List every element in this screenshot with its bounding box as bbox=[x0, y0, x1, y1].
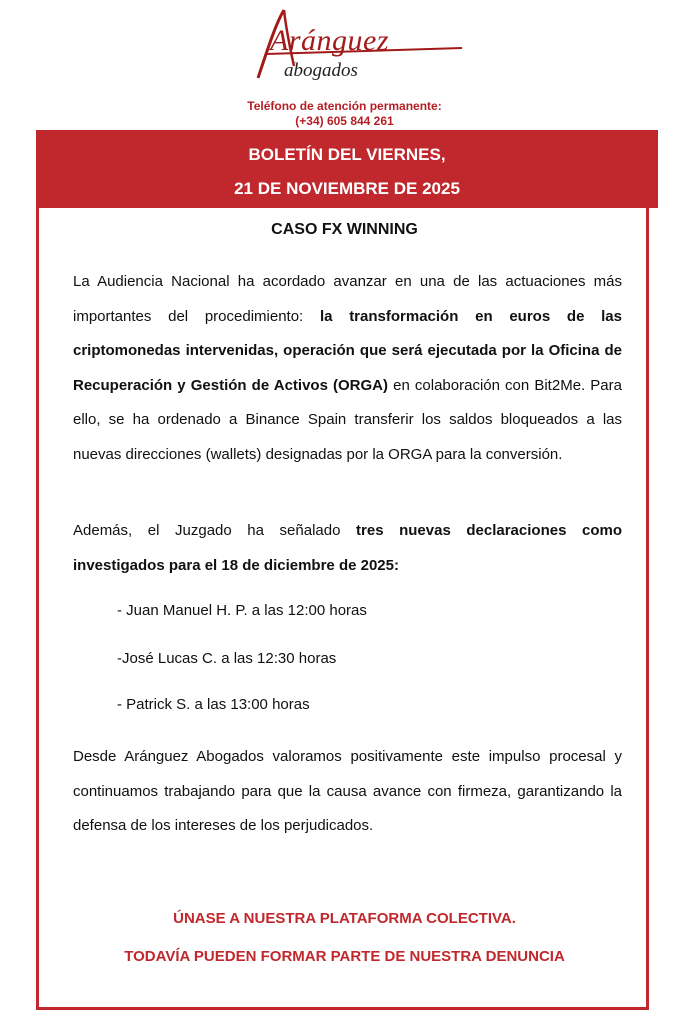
paragraph-1 bbox=[73, 265, 622, 472]
bulletin-header-line1: BOLETÍN DEL VIERNES, bbox=[248, 145, 446, 164]
list-item: -José Lucas C. a las 12:30 horas bbox=[117, 650, 337, 667]
paragraph-2 bbox=[73, 514, 622, 583]
bulletin-header bbox=[36, 130, 658, 208]
contact-label: Teléfono de atención permanente: bbox=[247, 99, 442, 113]
company-logo bbox=[240, 8, 470, 88]
paragraph-1-intro: La Audiencia Nacional ha acordado avanzar en una de las actuaciones más importantes del procedimiento: bbox=[73, 273, 622, 325]
list-item: - Patrick S. a las 13:00 horas bbox=[117, 696, 310, 713]
paragraph-3: Desde Aránguez Abogados valoramos positivamente este impulso procesal y continuamos trabajando para que la causa avance con firmeza, garantizando la defensa de los intereses de los perjudicados. bbox=[73, 748, 622, 834]
case-title: CASO FX WINNING bbox=[271, 221, 418, 238]
paragraph-2-intro: Además, el Juzgado ha señalado bbox=[73, 522, 357, 539]
paragraph-1-rest: en colaboración con Bit2Me. Para ello, se ha ordenado a Binance Spain transferir los saldos bloqueados a las nuevas direcciones (wallets) designadas por la ORGA para la conversión. bbox=[73, 376, 622, 463]
list-item: - Juan Manuel H. P. a las 12:00 horas bbox=[117, 602, 367, 619]
logo-title: Aránguez bbox=[270, 24, 389, 57]
paragraph-1-highlight: la transformación en euros de las criptomonedas intervenidas, operación que será ejecutada por la Oficina de Recuperación y Gestión de Activos (ORGA) bbox=[73, 307, 622, 394]
bulletin-date: 21 DE NOVIEMBRE DE 2025 bbox=[234, 179, 460, 198]
cta-line-1: ÚNASE A NUESTRA PLATAFORMA COLECTIVA. bbox=[173, 910, 516, 927]
paragraph-2-highlight: tres nuevas declaraciones como investigados para el 18 de diciembre de 2025: bbox=[73, 522, 622, 574]
cta-line-2: TODAVÍA PUEDEN FORMAR PARTE DE NUESTRA DENUNCIA bbox=[124, 948, 565, 965]
contact-phone: (+34) 605 844 261 bbox=[295, 114, 394, 128]
logo-subtitle: abogados bbox=[284, 60, 358, 81]
